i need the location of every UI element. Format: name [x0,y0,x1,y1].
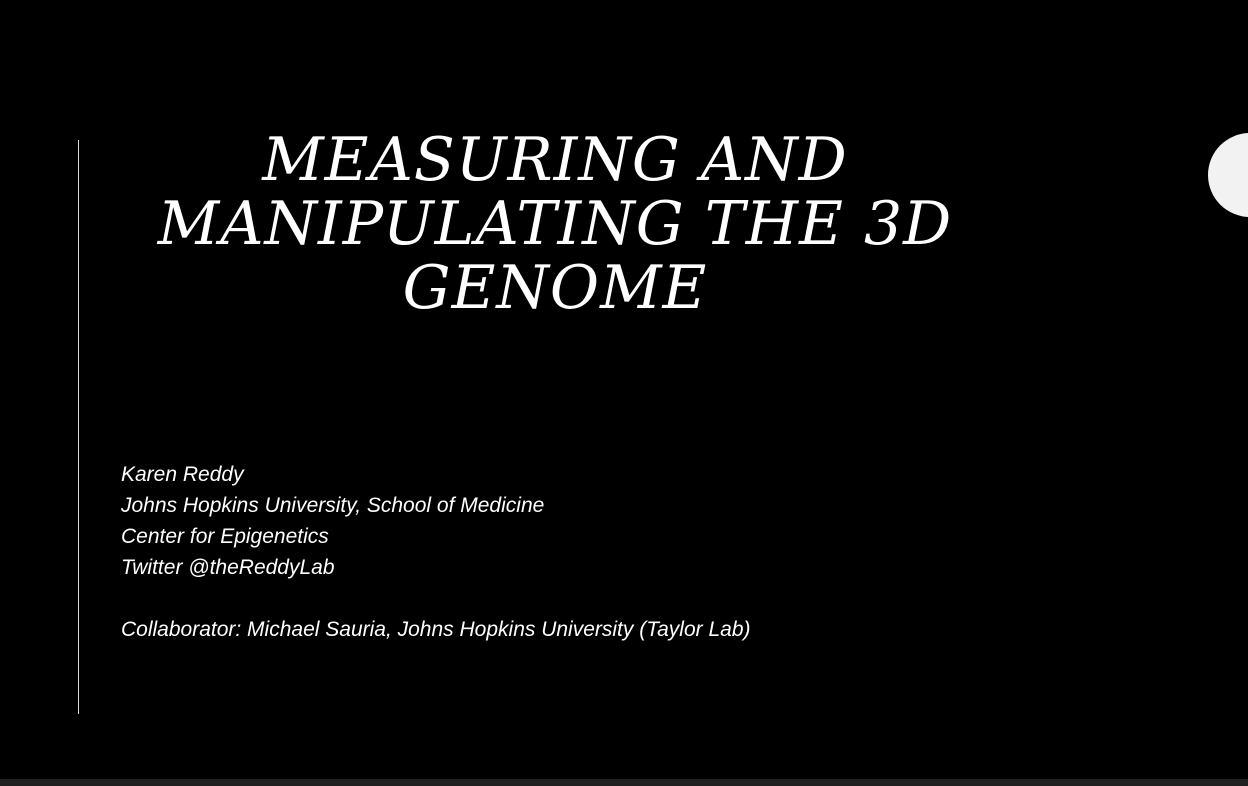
author-affiliation: Johns Hopkins University, School of Medicine [121,494,545,517]
slide-byline [121,459,751,645]
author-name: Karen Reddy [121,463,244,486]
title-line-2: MANIPULATING THE 3D [157,189,953,259]
title-line-3: GENOME [402,253,708,323]
twitter-handle: Twitter @theReddyLab [121,556,335,579]
author-center: Center for Epigenetics [121,525,329,548]
title-line-1: MEASURING AND [262,125,848,195]
vertical-divider [78,140,79,714]
byline-spacer [121,583,751,614]
side-tab-button[interactable] [1208,133,1248,217]
collaborator-line: Collaborator: Michael Sauria, Johns Hopkins University (Taylor Lab) [121,618,751,641]
slide-title [140,125,970,323]
bottom-bar [0,779,1248,786]
